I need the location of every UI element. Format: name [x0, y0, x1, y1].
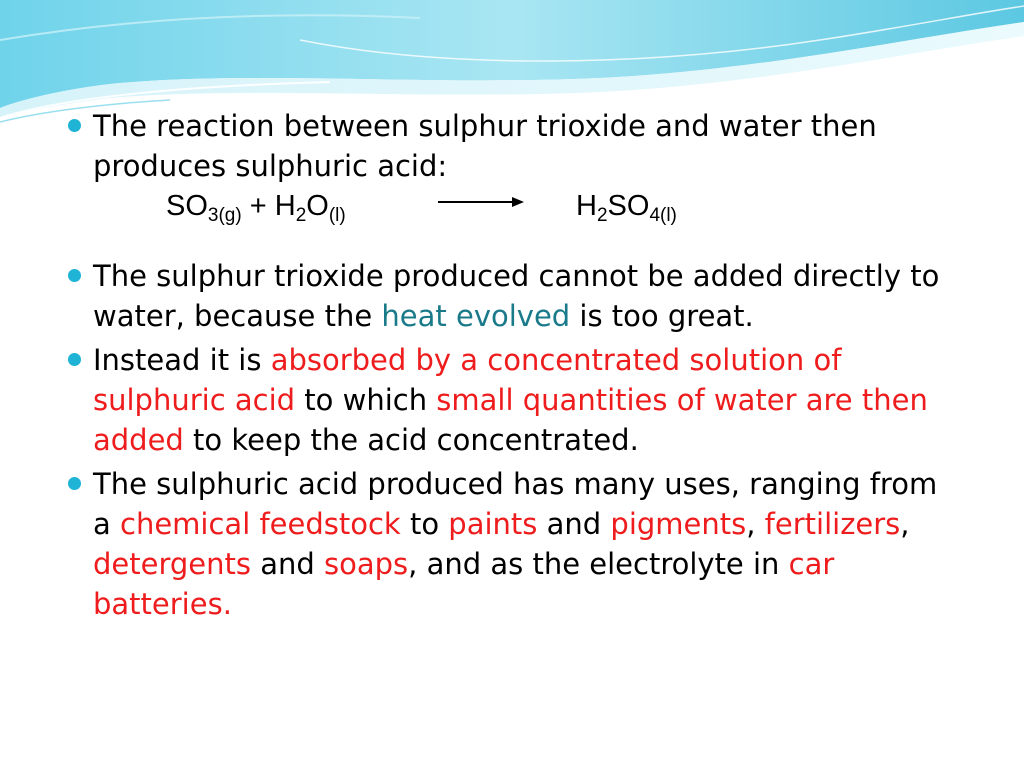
highlight-car-batteries: car batteries. [93, 547, 835, 621]
chemical-equation [62, 190, 962, 234]
equation-reactants: $SO_{3(g)} + H_2O_{(l)}$ [166, 190, 346, 226]
bullet-heat [62, 256, 962, 336]
bullet-text-part: , [746, 507, 765, 541]
bullet-text-part: and [251, 547, 324, 581]
bullet-dot-icon [68, 269, 81, 282]
highlight-chemical-feedstock: chemical feedstock [120, 507, 401, 541]
slide-content [62, 106, 962, 628]
highlight-paints: paints [448, 507, 538, 541]
bullet-uses [62, 464, 962, 624]
highlight-water-added: small quantities of water are then added [93, 383, 928, 457]
bullet-text-part: and [537, 507, 611, 541]
bullet-text-part: is too great. [570, 299, 754, 333]
equation-product: $H_2SO_{4(l)}$ [576, 190, 677, 226]
reaction-arrow-icon [436, 190, 526, 214]
highlight-absorbed: absorbed by a concentrated solution of sulphuric acid [93, 343, 842, 417]
bullet-text-part: The sulphur trioxide produced cannot be added directly to water, because the [93, 259, 940, 333]
bullet-text-part: to keep the acid concentrated. [183, 423, 639, 457]
bullet-absorption [62, 340, 962, 460]
bullet-text-part: The sulphuric acid produced has many uses, ranging from a [93, 467, 938, 541]
bullet-text-part: to which [295, 383, 437, 417]
bullet-text-part: to [400, 507, 449, 541]
bullet-reaction [62, 106, 962, 186]
bullet-dot-icon [68, 477, 81, 490]
bullet-text-part: , and as the electrolyte in [408, 547, 789, 581]
bullet-text: The reaction between sulphur trioxide and water then produces sulphuric acid: [93, 109, 877, 183]
highlight-fertilizers: fertilizers [764, 507, 901, 541]
bullet-text-part: Instead it is [93, 343, 271, 377]
bullet-text-part: , [900, 507, 910, 541]
bullet-dot-icon [68, 353, 81, 366]
highlight-detergents: detergents [93, 547, 251, 581]
highlight-pigments: pigments [610, 507, 747, 541]
highlight-heat-evolved: heat evolved [381, 299, 571, 333]
bullet-dot-icon [68, 119, 81, 132]
highlight-soaps: soaps [324, 547, 409, 581]
